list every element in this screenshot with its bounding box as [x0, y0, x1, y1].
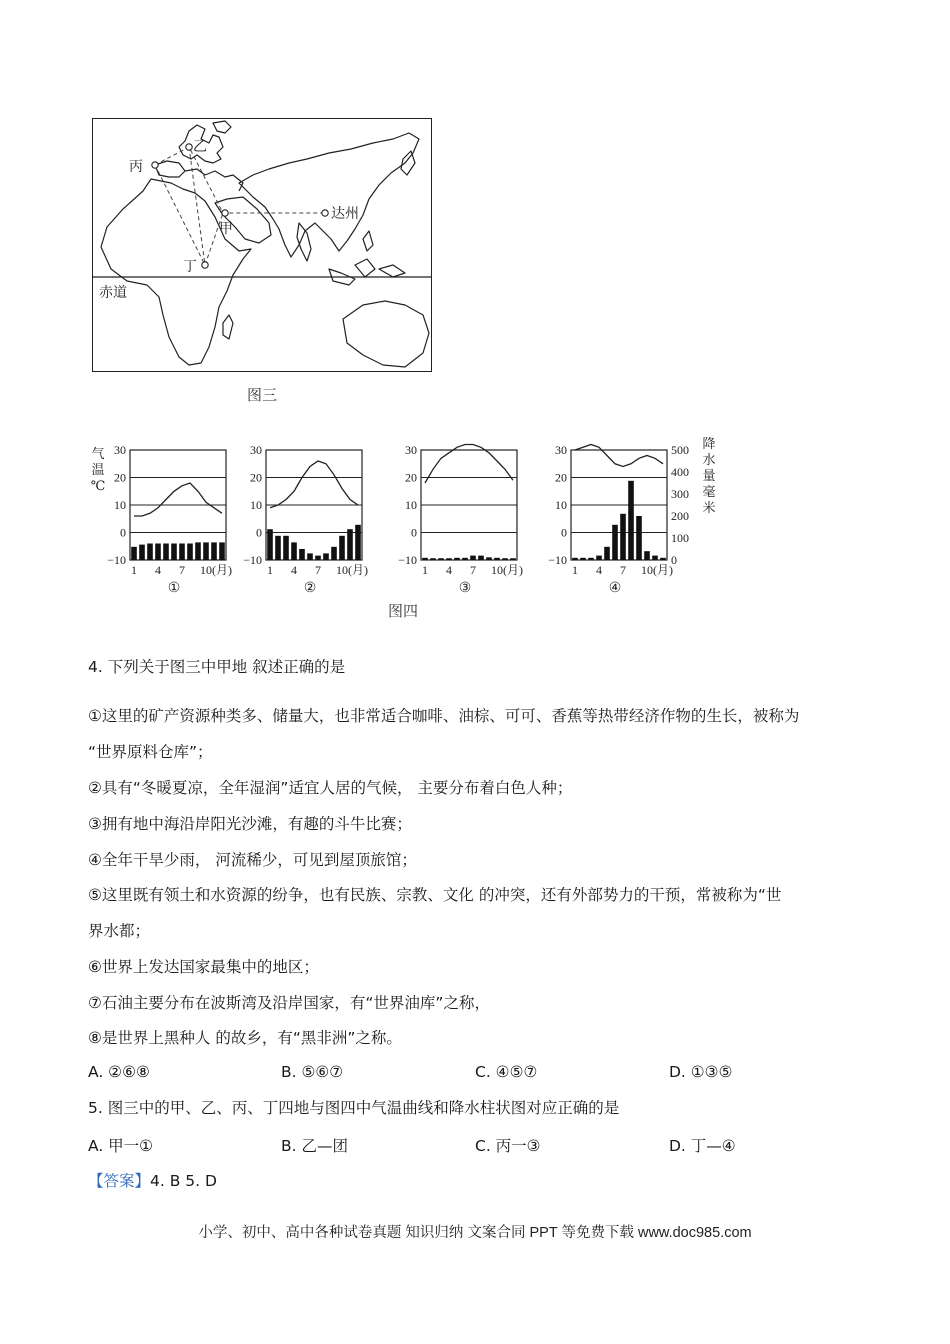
temp-tick-label: 20 [555, 470, 567, 485]
answer-label: 【答案】 [88, 1172, 151, 1190]
temp-axis-label: ℃ [90, 478, 106, 493]
precip-bar [219, 542, 225, 560]
figure4-caption: 图四 [388, 602, 419, 620]
temp-tick-label: 30 [250, 443, 262, 457]
panel-label: ④ [608, 581, 622, 596]
question5-stem: 5. 图三中的甲、乙、丙、丁四地与图四中气温曲线和降水柱状图对应正确的是 [88, 1099, 620, 1117]
precip-tick-label: 200 [671, 509, 689, 523]
precip-bar [596, 556, 602, 560]
q4-item-2: ②具有“冬暖夏凉，全年湿润”适宜人居的气候， 主要分布着白色人种； [88, 779, 573, 797]
q5-option-d[interactable]: D. 丁—④ [669, 1137, 736, 1155]
precip-bar [275, 536, 281, 560]
label-bing: 丙 [129, 160, 143, 175]
precip-bar [211, 542, 217, 560]
month-tick-label: 1 [422, 563, 428, 577]
label-dazhou: 达州 [331, 207, 359, 222]
panel-label: ③ [458, 581, 472, 596]
precip-bar [315, 556, 321, 560]
precip-bar [291, 542, 297, 560]
precip-bar [438, 558, 444, 560]
precip-bar [652, 556, 658, 560]
q4-option-a[interactable]: A. ②⑥⑧ [88, 1063, 150, 1081]
point-yi [186, 144, 192, 150]
precip-bar [644, 551, 650, 560]
precip-bar [179, 544, 185, 561]
precip-bar [502, 558, 508, 560]
point-bing [152, 162, 158, 168]
month-tick-label: 10(月) [491, 563, 523, 577]
temp-tick-label: −10 [107, 553, 126, 567]
q4-item-5: ⑤这里既有领土和水资源的纷争，也有民族、宗教、文化 的冲突，还有外部势力的干预，常被称为“世 [88, 886, 782, 904]
q4-option-d[interactable]: D. ①③⑤ [669, 1063, 733, 1081]
precip-bar [628, 481, 634, 560]
temp-tick-label: 20 [405, 470, 417, 485]
precip-bar [139, 545, 145, 560]
precip-bar [636, 516, 642, 560]
q4-item-1: ①这里的矿产资源种类多、储量大，也非常适合咖啡、油棕、可可、香蕉等热带经济作物的生长，被称为 [88, 707, 800, 725]
precip-bar [355, 525, 361, 560]
q5-option-a[interactable]: A. 甲一① [88, 1137, 154, 1155]
temperature-line [575, 445, 663, 467]
precip-bar [203, 542, 209, 560]
temp-tick-label: 30 [405, 443, 417, 457]
answer-text: 4. B 5. D [150, 1172, 217, 1190]
precip-bar [323, 553, 329, 560]
temp-tick-label: 30 [555, 443, 567, 457]
climate-charts-svg [84, 436, 734, 621]
precip-bar [171, 544, 177, 561]
q4-option-c[interactable]: C. ④⑤⑦ [475, 1063, 538, 1081]
precip-bar [660, 558, 666, 560]
month-tick-label: 1 [267, 563, 273, 577]
label-ding: 丁 [183, 260, 197, 275]
temp-tick-label: 10 [555, 498, 567, 512]
label-yi: 乙 [193, 140, 207, 155]
q4-option-b[interactable]: B. ⑤⑥⑦ [281, 1063, 344, 1081]
precip-bar [470, 556, 476, 560]
q4-item-1b: “世界原料仓库”； [88, 743, 213, 761]
temperature-line [134, 483, 222, 516]
label-equator: 赤道 [99, 286, 127, 301]
month-tick-label: 10(月) [641, 563, 673, 577]
temp-tick-label: 30 [114, 443, 126, 457]
precip-bar [339, 536, 345, 560]
label-jia: 甲 [219, 222, 233, 237]
precip-bar [331, 547, 337, 560]
precip-bar [195, 542, 201, 560]
q4-item-3: ③拥有地中海沿岸阳光沙滩，有趣的斗牛比赛； [88, 815, 412, 833]
temp-tick-label: 10 [114, 498, 126, 512]
precip-bar [307, 553, 313, 560]
precip-bar [620, 514, 626, 560]
precip-tick-label: 100 [671, 531, 689, 545]
month-tick-label: 7 [620, 563, 626, 577]
world-map-sketch [93, 119, 431, 371]
precip-tick-label: 500 [671, 443, 689, 457]
temp-axis-label: 气 [91, 446, 105, 461]
precip-bar [604, 547, 610, 560]
precip-bar [580, 558, 586, 560]
precip-tick-label: 400 [671, 465, 689, 479]
precip-bar [572, 558, 578, 560]
month-tick-label: 4 [596, 563, 602, 577]
panel-label: ② [303, 581, 317, 596]
precip-bar [510, 558, 516, 560]
answer-line [88, 1169, 217, 1191]
precip-bar [478, 556, 484, 560]
precip-bar [147, 544, 153, 561]
precip-bar [430, 558, 436, 560]
temp-tick-label: 10 [405, 498, 417, 512]
footer-text[interactable]: 小学、初中、高中各种试卷真题 知识归纳 文案合同 PPT 等免费下载 www.doc985.com [198, 1225, 752, 1241]
temp-tick-label: 20 [114, 470, 126, 485]
precip-bar [187, 544, 193, 561]
precip-bar [494, 558, 500, 560]
month-tick-label: 7 [179, 563, 185, 577]
panel-label: ① [167, 581, 181, 596]
precip-axis-label: 降 [702, 436, 716, 451]
figure3-caption: 图三 [247, 386, 278, 404]
precip-axis-label: 水 [702, 452, 716, 467]
month-tick-label: 7 [315, 563, 321, 577]
point-ding [202, 262, 208, 268]
temp-tick-label: 0 [256, 525, 262, 540]
q4-item-5b: 界水都； [88, 922, 151, 940]
temp-tick-label: 10 [250, 498, 262, 512]
precip-bar [155, 544, 161, 561]
precip-tick-label: 300 [671, 487, 689, 501]
precip-bar [462, 558, 468, 560]
precip-bar [422, 558, 428, 560]
precip-bar [131, 547, 137, 560]
temp-axis-label: 温 [91, 462, 105, 477]
precip-tick-label: 0 [671, 553, 677, 567]
q5-option-c[interactable]: C. 丙一③ [475, 1137, 541, 1155]
precip-bar [612, 525, 618, 560]
precip-bar [267, 529, 273, 560]
temp-tick-label: −10 [548, 553, 567, 567]
temperature-line [270, 461, 358, 508]
precip-bar [454, 558, 460, 560]
q4-item-7: ⑦石油主要分布在波斯湾及沿岸国家，有“世界油库”之称， [88, 994, 490, 1012]
month-tick-label: 4 [446, 563, 452, 577]
precip-bar [283, 536, 289, 560]
q5-option-b[interactable]: B. 乙—团 [281, 1137, 348, 1155]
precip-bar [446, 558, 452, 560]
temp-tick-label: −10 [243, 553, 262, 567]
month-tick-label: 4 [291, 563, 297, 577]
temp-tick-label: 0 [411, 525, 417, 540]
q4-item-6: ⑥世界上发达国家最集中的地区； [88, 958, 319, 976]
temp-tick-label: 20 [250, 470, 262, 485]
q4-item-8: ⑧是世界上黑种人 的故乡，有“黑非洲”之称。 [88, 1029, 402, 1047]
temp-tick-label: −10 [398, 553, 417, 567]
precip-axis-label: 毫 [702, 484, 716, 499]
month-tick-label: 4 [155, 563, 161, 577]
precip-axis-label: 量 [702, 468, 716, 483]
precip-axis-label: 米 [702, 500, 716, 515]
precip-bar [588, 558, 594, 560]
precip-bar [486, 557, 492, 560]
month-tick-label: 7 [470, 563, 476, 577]
figure3-map [92, 118, 432, 372]
precip-bar [347, 529, 353, 560]
month-tick-label: 10(月) [336, 563, 368, 577]
month-tick-label: 1 [572, 563, 578, 577]
temp-tick-label: 0 [561, 525, 567, 540]
month-tick-label: 10(月) [200, 563, 232, 577]
point-jia [222, 210, 228, 216]
precip-bar [299, 549, 305, 560]
point-dazhou [322, 210, 328, 216]
month-tick-label: 1 [131, 563, 137, 577]
q4-item-4: ④全年干旱少雨， 河流稀少，可见到屋顶旅馆； [88, 851, 417, 869]
figure4-charts [84, 436, 734, 621]
question4-stem: 4. 下列关于图三中甲地 叙述正确的是 [88, 658, 346, 676]
temp-tick-label: 0 [120, 525, 126, 540]
precip-bar [163, 544, 169, 561]
